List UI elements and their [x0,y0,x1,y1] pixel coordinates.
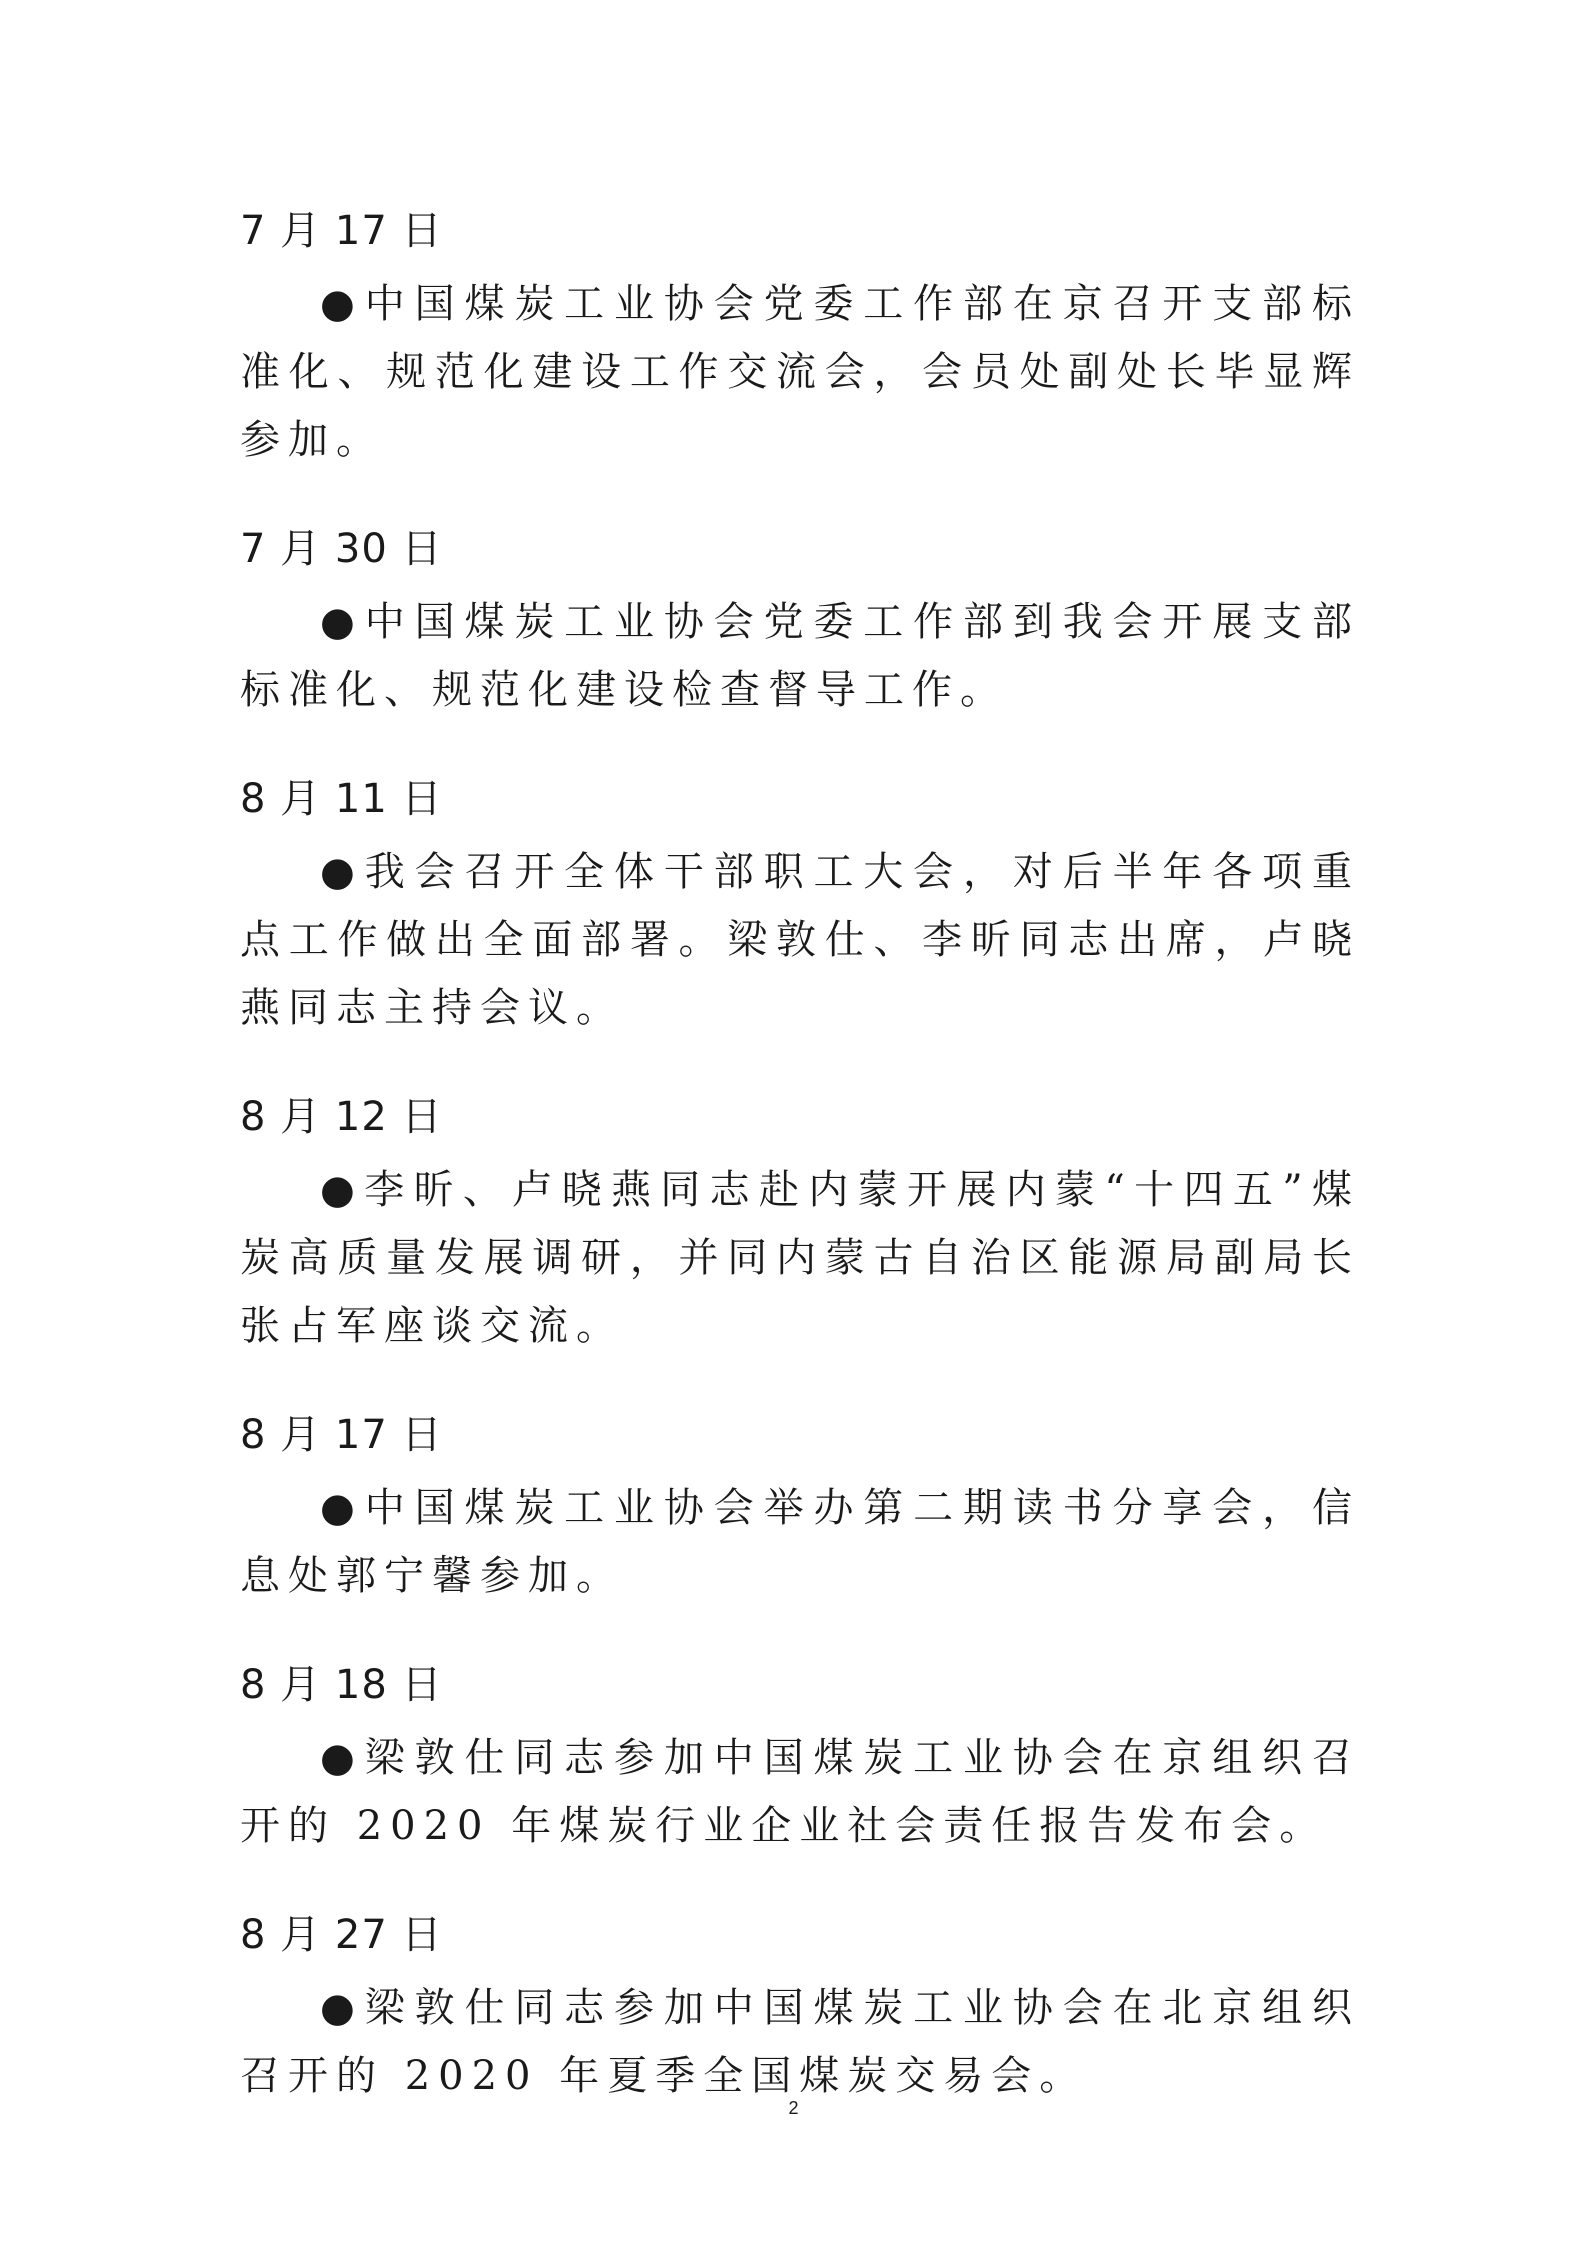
event-date: 8 月 17 日 [240,1412,443,1458]
event-entry [240,204,1360,474]
event-date: 8 月 18 日 [240,1662,443,1708]
event-list [240,204,1360,2158]
event-description: ●梁敦仕同志参加中国煤炭工业协会在京组织召开的 2020 年煤炭行业企业社会责任报告发布会。 [240,1735,1360,1849]
event-date: 8 月 27 日 [240,1912,443,1958]
event-date: 8 月 11 日 [240,776,443,822]
event-entry [240,1408,1360,1610]
event-description: ●我会召开全体干部职工大会，对后半年各项重点工作做出全面部署。梁敦仕、李昕同志出席，卢晓燕同志主持会议。 [240,849,1360,1031]
page-number: 2 [788,2098,799,2118]
event-description: ●梁敦仕同志参加中国煤炭工业协会在北京组织召开的 2020 年夏季全国煤炭交易会。 [240,1985,1360,2099]
event-entry [240,1658,1360,1860]
event-entry [240,772,1360,1042]
event-date: 7 月 17 日 [240,208,443,254]
event-description: ●中国煤炭工业协会党委工作部在京召开支部标准化、规范化建设工作交流会，会员处副处长毕显辉参加。 [240,281,1360,463]
event-description: ●中国煤炭工业协会党委工作部到我会开展支部标准化、规范化建设检查督导工作。 [240,599,1360,713]
event-entry [240,522,1360,724]
event-date: 7 月 30 日 [240,526,443,572]
event-description: ●李昕、卢晓燕同志赴内蒙开展内蒙“十四五”煤炭高质量发展调研，并同内蒙古自治区能源局副局长张占军座谈交流。 [240,1167,1360,1349]
event-description: ●中国煤炭工业协会举办第二期读书分享会，信息处郭宁馨参加。 [240,1485,1360,1599]
event-date: 8 月 12 日 [240,1094,443,1140]
event-entry [240,1090,1360,1360]
event-entry [240,1908,1360,2110]
